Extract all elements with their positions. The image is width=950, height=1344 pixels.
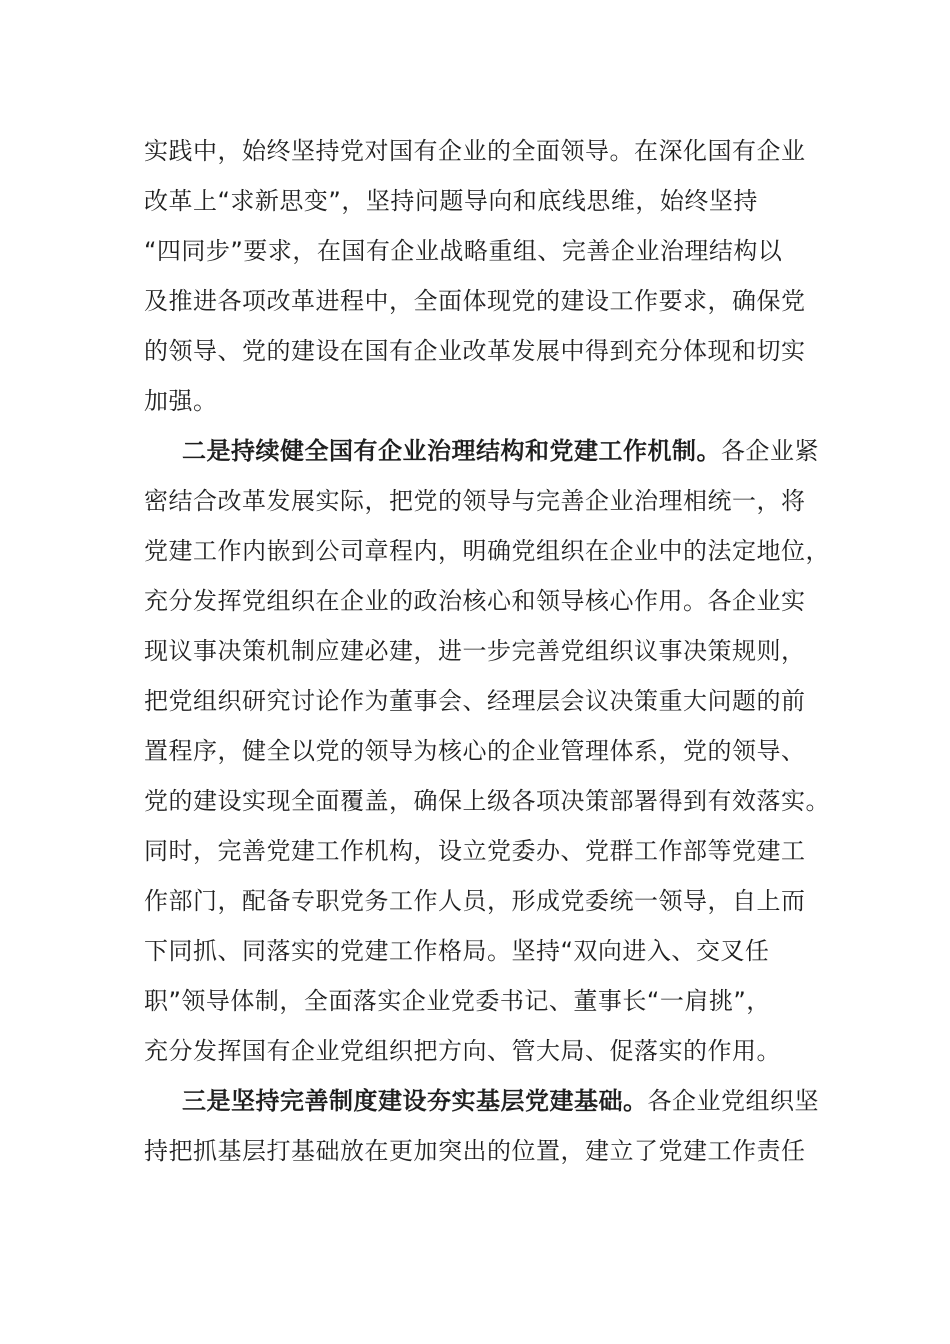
paragraph-first-line xyxy=(182,1076,819,1126)
paragraph-heading: 三是坚持完善制度建设夯实基层党建基础。 xyxy=(182,1087,648,1115)
text-line: 职”领导体制，全面落实企业党委书记、董事长“一肩挑”， xyxy=(144,987,771,1015)
text-line: “四同步”要求，在国有企业战略重组、完善企业治理结构以 xyxy=(144,237,783,265)
text-line: 下同抓、同落实的党建工作格局。坚持“双向进入、交叉任 xyxy=(144,937,770,965)
text-line: 同时，完善党建工作机构，设立党委办、党群工作部等党建工 xyxy=(144,837,806,865)
paragraph-text: 各企业党组织坚 xyxy=(647,1087,819,1115)
text-line: 改革上“求新思变”，坚持问题导向和底线思维，始终坚持 xyxy=(144,187,758,215)
text-line: 现议事决策机制应建必建，进一步完善党组织议事决策规则， xyxy=(144,637,806,665)
text-line: 的领导、党的建设在国有企业改革发展中得到充分体现和切实 xyxy=(144,337,806,365)
text-line: 充分发挥党组织在企业的政治核心和领导核心作用。各企业实 xyxy=(144,587,806,615)
text-line: 密结合改革发展实际，把党的领导与完善企业治理相统一，将 xyxy=(144,487,806,515)
text-line: 实践中，始终坚持党对国有企业的全面领导。在深化国有企业 xyxy=(144,137,806,165)
text-line: 党建工作内嵌到公司章程内，明确党组织在企业中的法定地位， xyxy=(144,537,830,565)
text-line: 党的建设实现全面覆盖，确保上级各项决策部署得到有效落实。 xyxy=(144,787,830,815)
text-line: 把党组织研究讨论作为董事会、经理层会议决策重大问题的前 xyxy=(144,687,806,715)
paragraph-first-line xyxy=(182,426,819,476)
text-line: 置程序，健全以党的领导为核心的企业管理体系，党的领导、 xyxy=(144,737,806,765)
paragraph-text: 各企业紧 xyxy=(721,437,819,465)
text-line: 作部门，配备专职党务工作人员，形成党委统一领导，自上而 xyxy=(144,887,806,915)
text-line: 充分发挥国有企业党组织把方向、管大局、促落实的作用。 xyxy=(144,1037,781,1065)
paragraph-heading: 二是持续健全国有企业治理结构和党建工作机制。 xyxy=(182,437,721,465)
text-line: 持把抓基层打基础放在更加突出的位置，建立了党建工作责任 xyxy=(144,1137,806,1165)
text-line: 加强。 xyxy=(144,387,218,415)
text-line: 及推进各项改革进程中，全面体现党的建设工作要求，确保党 xyxy=(144,287,806,315)
